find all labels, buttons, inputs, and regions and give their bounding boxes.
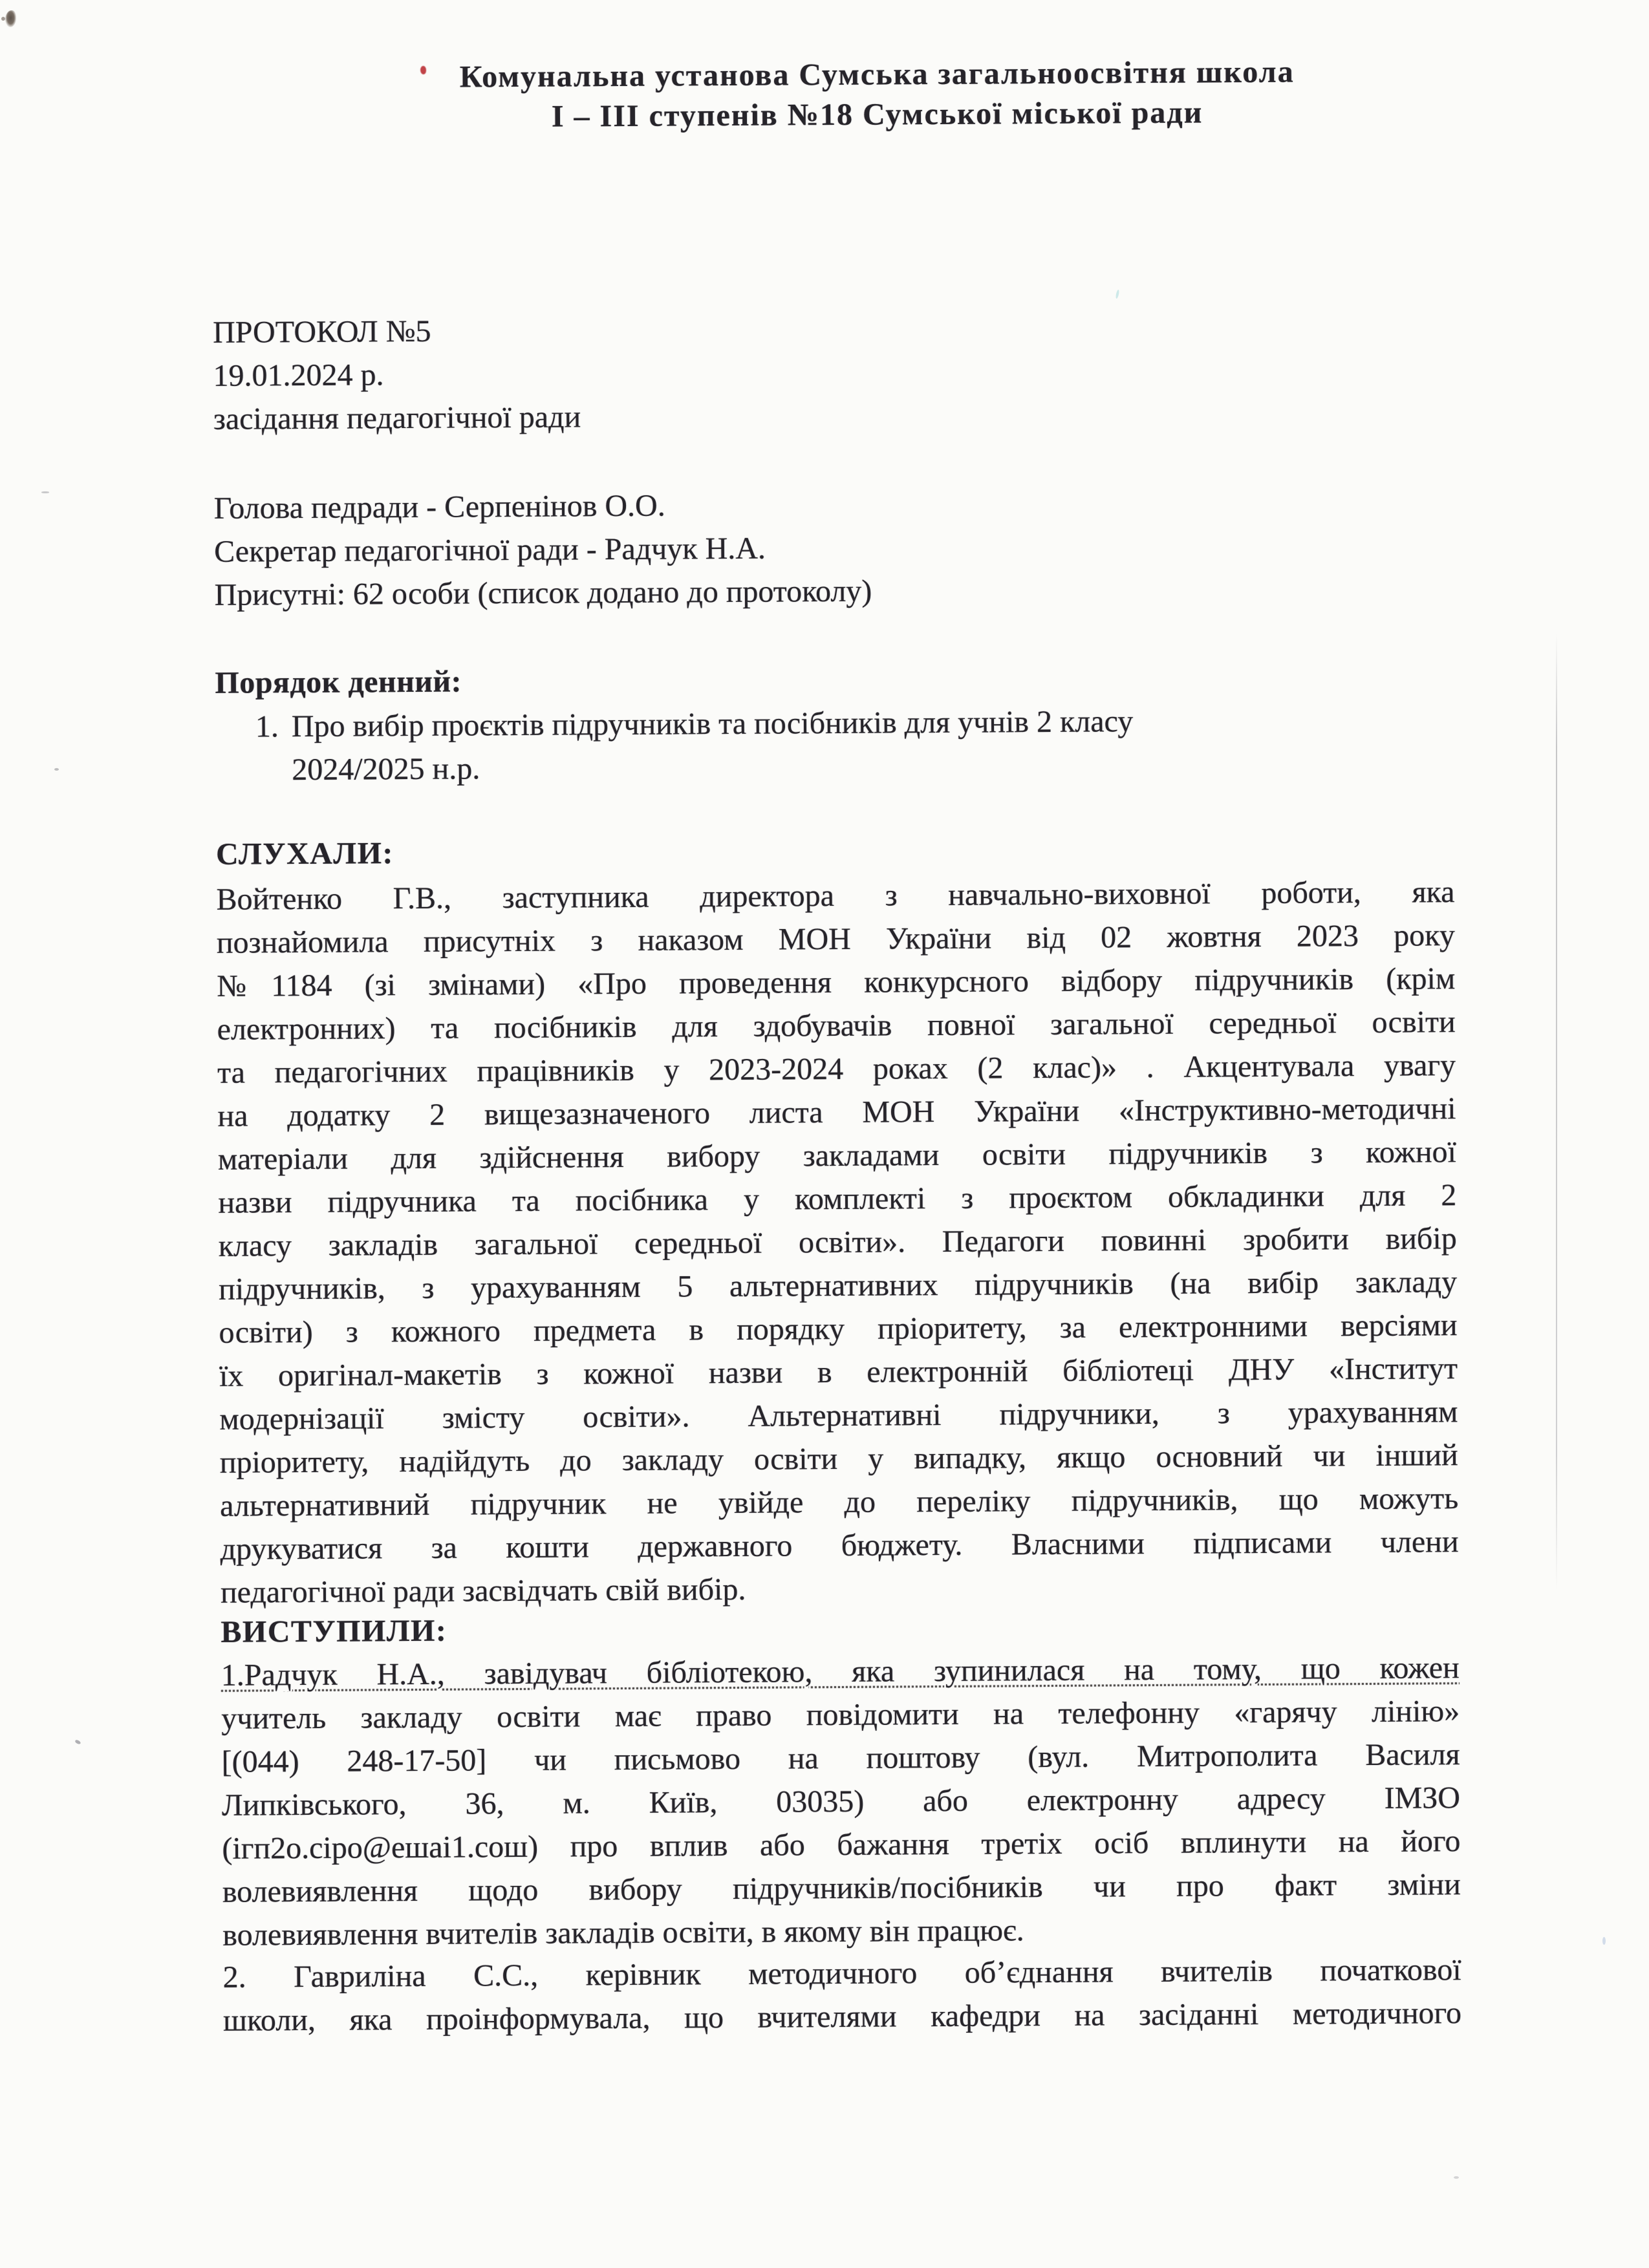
speck-artifact (41, 491, 49, 493)
document-content (211, 0, 1463, 2268)
agenda-item-number: 1. (255, 709, 279, 744)
text-line: учитель закладу освіти має право повідомити на телефонну «гарячу лінію» (221, 1694, 1460, 1736)
sluhaly-heading: СЛУХАЛИ: (215, 836, 394, 872)
text-line: познайомила присутніх з наказом МОН України від 02 жовтня 2023 року (216, 918, 1456, 960)
speaker2-justified-lines (222, 1948, 1461, 2042)
attendance-line: Присутні: 62 особи (список додано до протоколу) (214, 573, 872, 612)
title-line-1: Комунальна установа Сумська загальноосвітня школа (459, 54, 1295, 94)
sluhaly-last-line: педагогічної ради засвідчать свій вибір. (220, 1572, 746, 1610)
secretary-line: Секретар педагогічної ради - Радчук Н.А. (214, 531, 766, 569)
speck-artifact (54, 768, 59, 771)
text-line: 2. Гавриліна С.С., керівник методичного об’єднання вчителів початкової (222, 1952, 1461, 1995)
text-line: (ігп2о.сіро@ешаі1.сош) про вплив або бажання третіх осіб вплинути на його (222, 1824, 1461, 1866)
text-line: друкуватися за кошти державного бюджету. Власними підписами члени (220, 1524, 1459, 1567)
text-line: альтернативний підручник не увійде до переліку підручників, що можуть (220, 1481, 1459, 1523)
text-line: їх оригінал-макетів з кожної назви в електронній бібліотеці ДНУ «Інститут (219, 1351, 1458, 1393)
text-line: Липківського, 36, м. Київ, 03035) або електронну адресу ІМЗО (221, 1781, 1461, 1823)
protocol-session-line: засідання педагогічної ради (213, 400, 581, 436)
speaker2-paragraph (222, 1948, 1461, 2042)
protocol-date-line: 19.01.2024 р. (213, 358, 384, 393)
text-line: школи, яка проінформувала, що вчителями кафедри на засіданні методичного (222, 1996, 1462, 2038)
text-line: Про вибір проєктів підручників та посібників для учнів 2 класу (291, 704, 1134, 744)
speaker1-justified-lines (221, 1689, 1461, 1914)
speaker1-paragraph (221, 1646, 1461, 1957)
officials-block (214, 479, 1453, 617)
corner-dot-artifact (1, 17, 5, 21)
text-line: на додатку 2 вищезазначеного листа МОН України «Інструктивно-методичні (217, 1091, 1456, 1133)
text-line: класу закладів загальної середньої освіти». Педагоги повинні зробити вибір (218, 1221, 1457, 1263)
protocol-number-line: ПРОТОКОЛ №5 (212, 314, 431, 350)
sluhaly-paragraph (216, 870, 1459, 1614)
text-line: волевиявлення щодо вибору підручників/посібників чи про факт зміни (222, 1867, 1461, 1909)
text-line: Войтенко Г.В., заступника директора з навчально-виховної роботи, яка (216, 875, 1455, 917)
text-line: [(044) 248-17-50] чи письмово на поштову (вул. Митрополита Василя (221, 1737, 1460, 1779)
speck-artifact (74, 1739, 81, 1744)
protocol-header-block (213, 303, 1452, 441)
speaker1-last-line: волевиявлення вчителів закладів освіти, в якому він працює. (222, 1913, 1024, 1952)
text-line: освіти) з кожного предмета в порядку пріоритету, за електронними версіями (219, 1308, 1458, 1350)
sluhaly-justified-lines (216, 870, 1459, 1571)
scan-line-artifact (1556, 634, 1557, 1590)
corner-smudge-artifact (5, 10, 16, 27)
text-line: пріоритету, надійдуть до закладу освіти у випадку, якщо основний чи інший (219, 1438, 1458, 1480)
speaker1-first-line: 1.Радчук Н.А., завідувач бібліотекою, яка зупинилася на тому, що кожен (221, 1651, 1460, 1693)
text-line: 2024/2025 н.р. (292, 751, 480, 787)
text-line: модернізації змісту освіти». Альтернативні підручники, з урахуванням (219, 1395, 1458, 1437)
text-line: підручників, з урахуванням 5 альтернативних підручників (на вибір закладу (219, 1265, 1458, 1307)
vystupyly-heading: ВИСТУПИЛИ: (221, 1613, 447, 1649)
document-title (258, 51, 1497, 139)
text-line: електронних) та посібників для здобувачів повної загальної середньої освіти (217, 1005, 1456, 1047)
text-line: назви підручника та посібника у комплекті з проєктом обкладинки для 2 (218, 1178, 1457, 1220)
text-line: та педагогічних працівників у 2023-2024 роках (2 клас)» . Акцентувала увагу (217, 1048, 1456, 1090)
text-line: №1184 (зі змінами) «Про проведення конкурсного відбору підручників (крім (217, 961, 1456, 1003)
speck-artifact (1602, 1937, 1606, 1945)
title-line-2: І – ІІІ ступенів №18 Сумської міської ради (551, 95, 1203, 134)
text-line: матеріали для здійснення вибору закладами освіти підручників з кожної (217, 1135, 1457, 1177)
agenda-heading: Порядок денний: (215, 664, 462, 700)
agenda-item-lines (292, 698, 1454, 791)
chair-line: Голова педради - Серпенінов О.О. (213, 488, 665, 526)
agenda-item-1 (215, 698, 1454, 792)
